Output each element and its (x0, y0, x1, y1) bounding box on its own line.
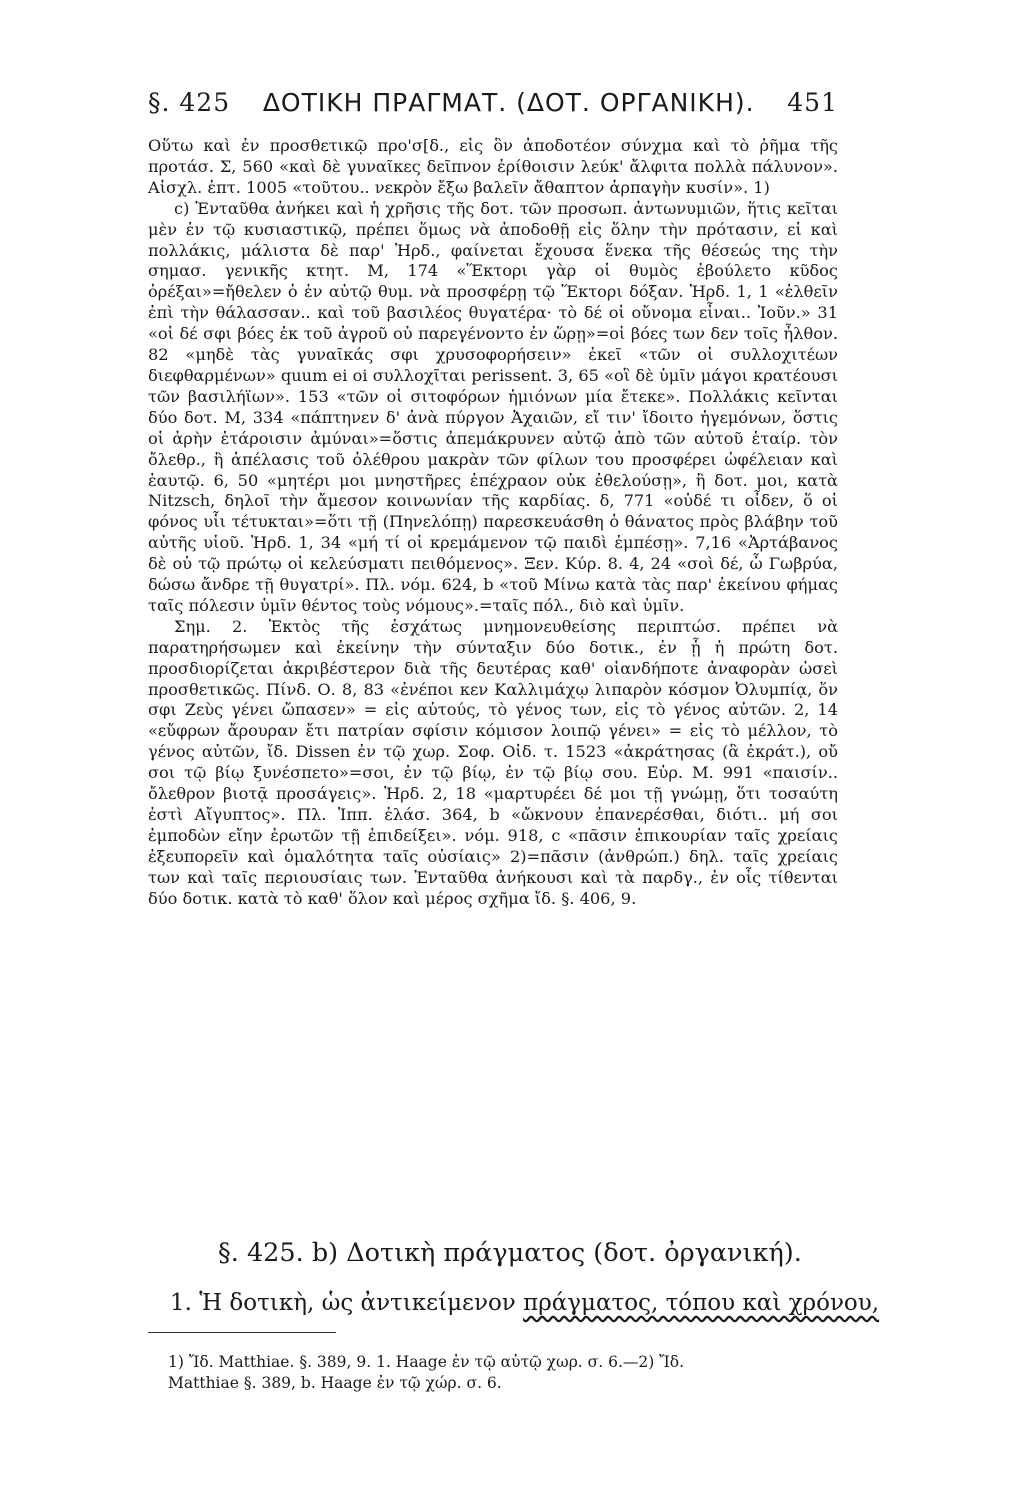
page-number: 451 (787, 88, 838, 117)
first-line-lead: 1. Ἡ δοτικὴ, ὡς ἀντικείμενον (170, 1290, 524, 1316)
footnote-divider (148, 1332, 336, 1333)
running-header (148, 88, 838, 117)
paragraph: c) Ἐνταῦθα ἀνήκει καὶ ἡ χρῆσις τῆς δοτ. τῶν προσωπ. ἀντωνυμιῶν, ἥτις κεῖται μὲν ἐν τῷ κυσιαστικῷ, πρέπει ὅμως νὰ ἀποδοθῇ εἰς ὅλην τὴν πρότασιν, εἰ καὶ πολλάκις, μάλιστα δὲ παρ' Ἡρδ., φαίνεται ἔχουσα ἕνεκα τῆς θέσεώς της τὴν σημασ. γενικῆς κτητ. Μ, 174 «Ἕκτορι γὰρ οἱ θυμὸς ἐβούλετο κῦδος ὀρέξαι»=ἤθελεν ὁ ἐν αὐτῷ θυμ. νὰ προσφέρῃ τῷ Ἕκτορι δόξαν. Ἡρδ. 1, 1 «ἐλθεῖν ἐπὶ τὴν θάλασσαν.. καὶ τοῦ βασιλέος θυγατέρα· τὸ δέ οἱ οὔνομα εἶναι.. Ἰοῦν.» 31 «οἱ δέ σφι βόες ἐκ τοῦ ἀγροῦ οὐ παρεγένοντο ἐν ὥρῃ»=οἱ βόες των δεν τοῖς ἦλθον. 82 «μηδὲ τὰς γυναῖκάς σφι χρυσοφορήσειν» ἐκεῖ «τῶν οἱ συλλοχιτέων διεφθαρμένων» quum ei oi συλλοχῖται perissent. 3, 65 «οἳ δὲ ὑμῖν μάγοι κρατέουσι τῶν βασιλήϊων». 153 «τῶν οἱ σιτοφόρων ἡμιόνων μία ἔτεκε». Πολλάκις κεῖνται δύο δοτ. Μ, 334 «πάπτηνεν δ' ἀνὰ πύργον Ἀχαιῶν, εἴ τιν' ἴδοιτο ἡγεμόνων, ὅστις οἱ ἀρὴν ἑτάροισιν ἀμύναι»=ὅστις ἀπεμάκρυνεν αὐτῷ ἀπὸ τῶν αὐτοῦ ἑταίρ. τὸν ὄλεθρ., ἢ ἀπέλασις τοῦ ὀλέθρου μακρὰν τῶν φίλων του προσφέρει ὠφέλειαν καὶ ἑαυτῷ. 6, 50 «μητέρι μοι μνηστῆρες ἐπέχραον οὐκ ἐθελούσῃ», ἢ δοτ. μοι, κατὰ Nitzsch, δηλοῖ τὴν ἄμεσον κοινωνίαν τῆς καρδίας. δ, 771 «οὐδέ τι οἶδεν, ὅ οἱ φόνος υἷι τέτυκται»=ὅτι τῇ (Πηνελόπῃ) παρεσκευάσθη ὁ θάνατος πρὸς βλάβην τοῦ αὐτῆς υἱοῦ. Ἡρδ. 1, 34 «μή τί οἱ κρεμάμενον τῷ παιδὶ ἐμπέσῃ». 7,16 «Ἀρτάβανος δὲ οὐ τῷ πρώτῳ οἱ κελεύσματι πειθόμενος». Ξεν. Κύρ. 8. 4, 24 «σοὶ δέ, ὦ Γωβρύα, δώσω ἄνδρε τῇ θυγατρί». Πλ. νόμ. 624, b «τοῦ Μίνω κατὰ τὰς παρ' ἐκείνου φήμας ταῖς πόλεσιν ὑμῖν θέντος τοὺς νόμους».=ταῖς πόλ., διὸ καὶ ὑμῖν. (148, 198, 838, 615)
paragraph: Οὕτω καὶ ἐν προσθετικῷ προ'σ[δ., εἰς ὃν ἀποδοτέον σύνχμα καὶ τὸ ῥῆμα τῆς προτάσ. Σ, 560 «καὶ δὲ γυναῖκες δεῖπνον ἐρίθοισιν λεύκ' ἄλφιτα πολλὰ πάλυνον». Αἰσχλ. ἑπτ. 1005 «τοῦτου.. νεκρὸν ἔξω βαλεῖν ἄθαπτον ἁρπαγὴν κυσίν». 1) (148, 136, 838, 197)
section-first-line (170, 1290, 880, 1316)
body-text (148, 136, 838, 910)
paragraph: Σημ. 2. Ἐκτὸς τῆς ἐσχάτως μνημονευθείσης περιπτώσ. πρέπει νὰ παρατηρήσωμεν καὶ ἐκείνην τὴν σύνταξιν δύο δοτικ., ἐν ᾗ ἡ πρώτη δοτ. προσδιορίζεται ἀκριβέστερον διὰ τῆς δευτέρας καθ' οἱανδήποτε ἀναφορὰν ὡσεὶ προσθετικῶς. Πίνδ. Ο. 8, 83 «ἐνέποι κεν Καλλιμάχῳ λιπαρὸν κόσμον Ὀλυμπίᾳ, ὅν σφι Ζεὺς γένει ὤπασεν» = εἰς αὐτούς, τὸ γένος των, εἰς τὸ γένος αὐτῶν. 2, 14 «εὔφρων ἄρουραν ἔτι πατρίαν σφίσιν κόμισον λοιπῷ γένει» = εἰς τὸ μέλλον, τὸ γένος αὐτῶν, ἴδ. Dissen ἐν τῷ χωρ. Σοφ. Οἰδ. τ. 1523 «ἀκράτησας (ἃ ἐκράτ.), οὔ σοι τῷ βίῳ ξυνέσπετο»=σοι, ἐν τῷ βίῳ, ἐν τῷ βίῳ σου. Εὐρ. Μ. 991 «παισίν.. ὄλεθρον βιοτᾷ προσάγεις». Ἡρδ. 2, 18 «μαρτυρέει δέ μοι τῇ γνώμῃ, ὅτι τοσαύτη ἐστὶ Αἴγυπτος». Πλ. Ἱππ. ἐλάσ. 364, b «ὤκνουν ἐπανερέσθαι, διότι.. μή σοι ἐμποδὼν εἴην ἐρωτῶν τῇ ἐπιδείξει». νόμ. 918, c «πᾶσιν ἐπικουρίαν ταῖς χρείαις ἐξευπορεῖν καὶ ὁμαλότητα ταῖς οὐσίαις» 2)=πᾶσιν (ἀνθρώπ.) δηλ. ταῖς χρείαις των καὶ ταῖς περιουσίαις των. Ἐνταῦθα ἀνήκουσι καὶ τὰ παρδγ., ἐν οἷς τίθενται δύο δοτικ. κατὰ τὸ καθ' ὅλον καὶ μέρος σχῆμα ἴδ. §. 406, 9. (148, 616, 838, 908)
header-section-number: §. 425 (148, 88, 231, 117)
section-heading: §. 425. b) Δοτικὴ πράγματος (δοτ. ὀργανική). (218, 1238, 802, 1268)
footnote-line: 1) Ἴδ. Matthiae. §. 389, 9. 1. Haage ἐν τῷ αὐτῷ χωρ. σ. 6.—2) Ἴδ. (168, 1353, 685, 1371)
header-title: ΔΟΤΙΚΗ ΠΡΑΓΜΑΤ. (ΔΟΤ. ΟΡΓΑΝΙΚΗ). (262, 88, 755, 117)
footnotes (168, 1352, 838, 1394)
footnote-line: Matthiae §. 389, b. Haage ἐν τῷ χώρ. σ. 6. (168, 1374, 502, 1392)
underlined-phrase: πράγματος, τόπου καὶ χρόνου, (523, 1290, 880, 1316)
